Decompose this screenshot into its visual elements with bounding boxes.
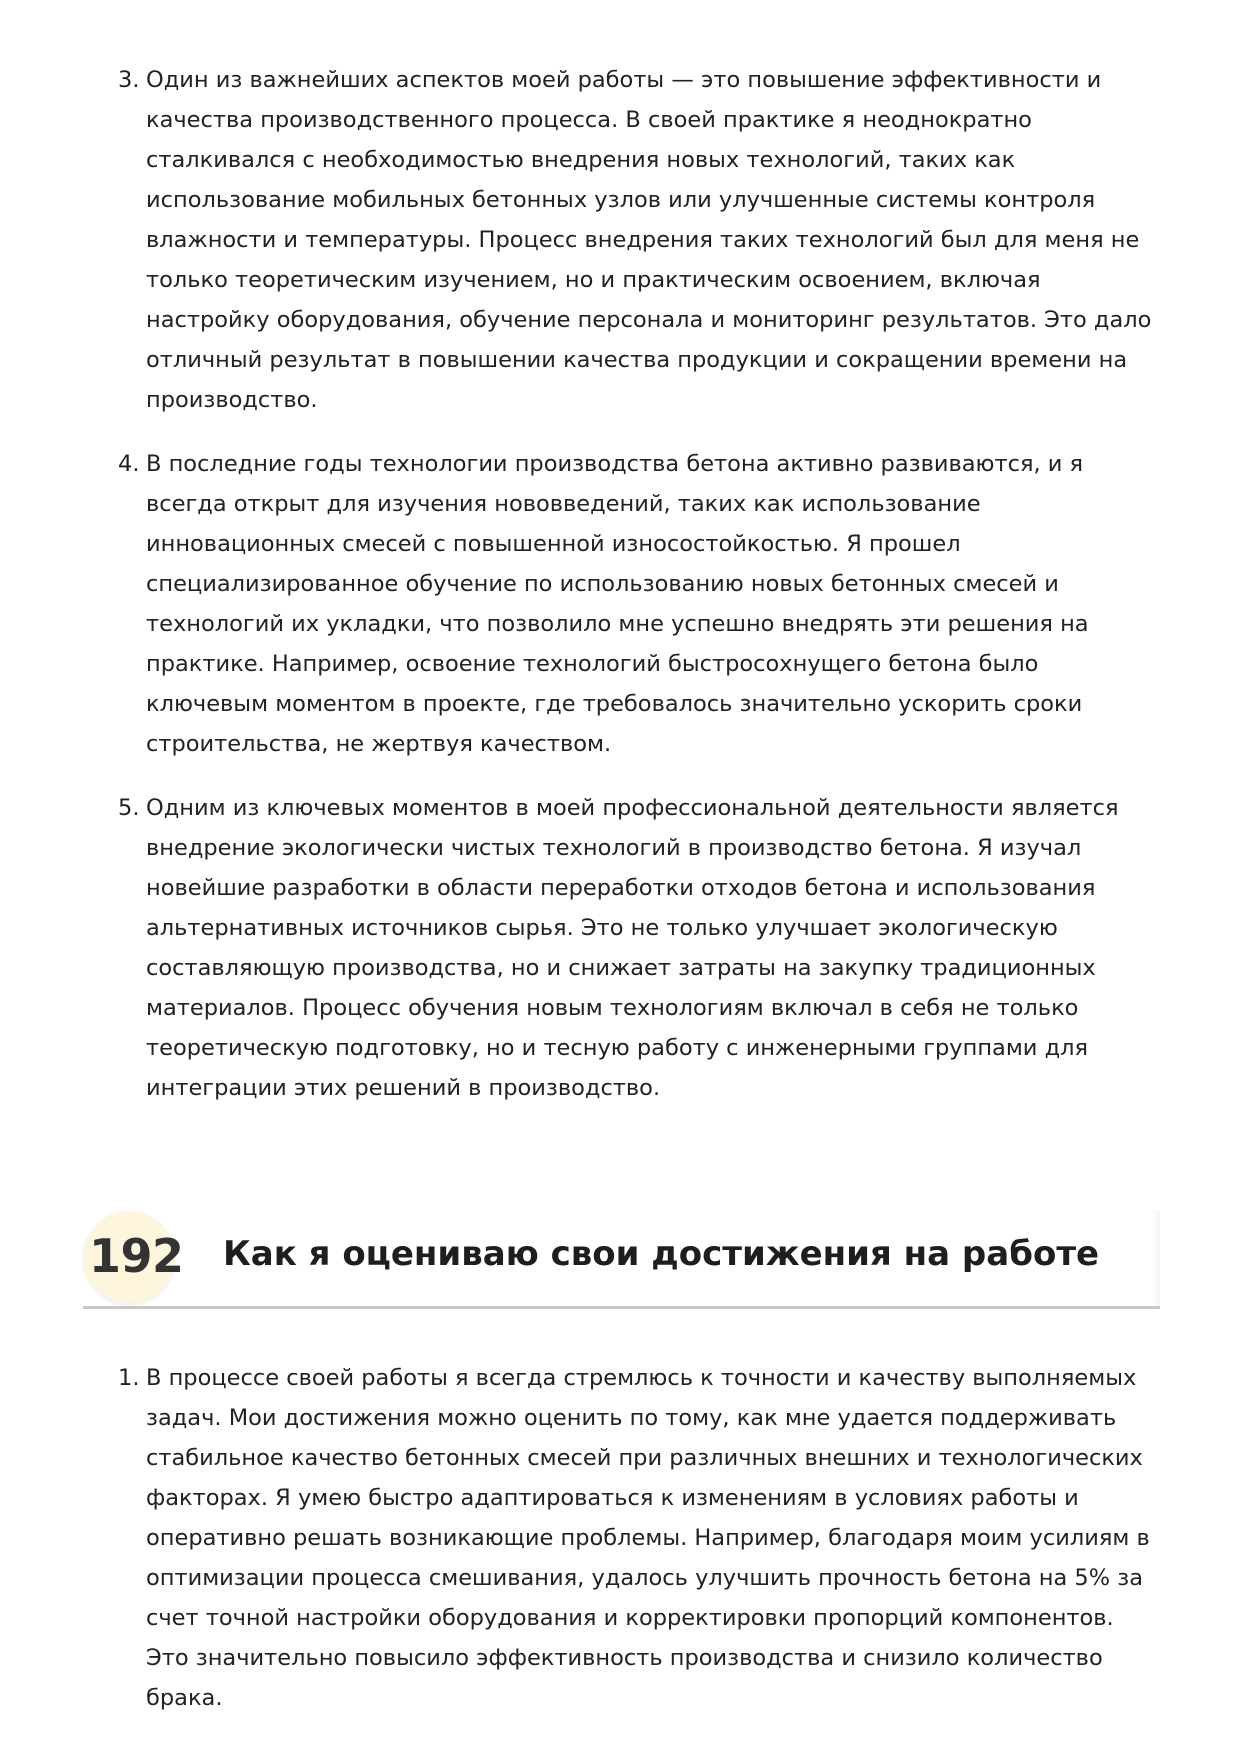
list-item-1 (118, 1358, 1156, 1718)
list-item-4 (118, 444, 1156, 764)
section-header (83, 1210, 1160, 1312)
section-number: 192 (89, 1229, 184, 1283)
list-item-number: 5. (118, 795, 140, 821)
section-title: Как я оцениваю свои достижения на работе (223, 1234, 1100, 1274)
numbered-list-continued (118, 60, 1156, 1132)
list-item-number: 1. (118, 1365, 140, 1391)
list-item-text: Одним из ключевых моментов в моей профессиональной деятельности является внедрение экологически чистых технологий в производство бетона. Я изучал новейшие разработки в области переработки отходов бетона и использования альтернативных источников сырья. Это не только улучшает экологическую составляющую производства, но и снижает затраты на закупку традиционных материалов. Процесс обучения новым технологиям включал в себя не только теоретическую подготовку, но и тесную работу с инженерными группами для интеграции этих решений в производство. (146, 795, 1119, 1101)
list-item-5 (118, 788, 1156, 1108)
numbered-list-section-192 (118, 1358, 1156, 1742)
header-shadow (1152, 1210, 1160, 1306)
list-item-text: Один из важнейших аспектов моей работы — это повышение эффективности и качества производственного процесса. В своей практике я неоднократно сталкивался с необходимостью внедрения новых технологий, таких как использование мобильных бетонных узлов или улучшенные системы контроля влажности и температуры. Процесс внедрения таких технологий был для меня не только теоретическим изучением, но и практическим освоением, включая настройку оборудования, обучение персонала и мониторинг результатов. Это дало отличный результат в повышении качества продукции и сокращении времени на производство. (146, 67, 1152, 413)
list-item-text: В последние годы технологии производства бетона активно развиваются, и я всегда открыт для изучения нововведений, таких как использование инновационных смесей с повышенной износостойкостью. Я прошел специализированное обучение по использованию новых бетонных смесей и технологий их укладки, что позволило мне успешно внедрять эти решения на практике. Например, освоение технологий быстросохнущего бетона было ключевым моментом в проекте, где требовалось значительно ускорить сроки строительства, не жертвуя качеством. (146, 451, 1089, 757)
list-item-text: В процессе своей работы я всегда стремлюсь к точности и качеству выполняемых задач. Мои достижения можно оценить по тому, как мне удается поддерживать стабильное качество бетонных смесей при различных внешних и технологических факторах. Я умею быстро адаптироваться к изменениям в условиях работы и оперативно решать возникающие проблемы. Например, благодаря моим усилиям в оптимизации процесса смешивания, удалось улучшить прочность бетона на 5% за счет точной настройки оборудования и корректировки пропорций компонентов. Это значительно повысило эффективность производства и снизило количество брака. (146, 1365, 1150, 1711)
list-item-3 (118, 60, 1156, 420)
list-item-number: 4. (118, 451, 140, 477)
section-divider (83, 1306, 1160, 1309)
list-item-number: 3. (118, 67, 140, 93)
